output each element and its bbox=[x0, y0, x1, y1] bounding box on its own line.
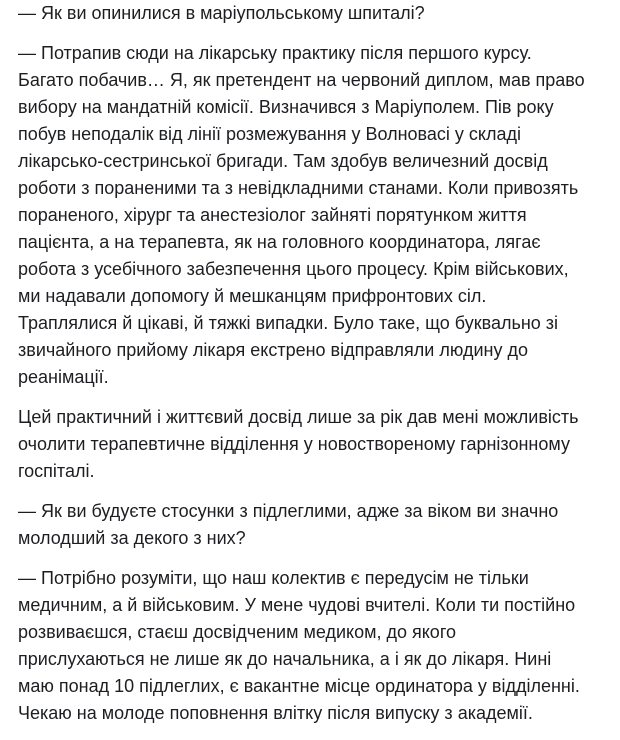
text-line: звичайного прийому лікаря екстрено відправляли людину до bbox=[18, 340, 528, 360]
text-line: Цей практичний і життєвий досвід лише за рік дав мені можливість bbox=[18, 407, 579, 427]
article-text bbox=[18, 0, 618, 740]
text-line: лікарсько-сестринської бригади. Там здобув величезний досвід bbox=[18, 151, 548, 171]
text-line: медичним, а й військовим. У мене чудові вчителі. Коли ти постійно bbox=[18, 595, 576, 615]
text-line: роботи з пораненими та з невідкладними станами. Коли привозять bbox=[18, 178, 579, 198]
text-line: — Потрібно розуміти, що наш колектив є передусім не тільки bbox=[18, 568, 529, 588]
text-line: очолити терапевтичне відділення у новоствореному гарнізонному bbox=[18, 434, 570, 454]
answer-paragraph bbox=[18, 40, 618, 391]
answer-paragraph bbox=[18, 565, 618, 727]
text-line: прислухаються не лише як до начальника, а і як до лікаря. Нині bbox=[18, 649, 552, 669]
question-paragraph bbox=[18, 498, 618, 552]
body-paragraph bbox=[18, 404, 618, 485]
text-line: робота з усебічного забезпечення цього процесу. Крім військових, bbox=[18, 259, 569, 279]
text-line: вибору на мандатній комісії. Визначився з Маріуполем. Пів року bbox=[18, 97, 554, 117]
text-line: Траплялися й цікаві, й тяжкі випадки. Було таке, що буквально зі bbox=[18, 313, 559, 333]
text-line: побув неподалік від лінії розмежування у Волновасі у складі bbox=[18, 124, 521, 144]
text-line: — Як ви будуєте стосунки з підлеглими, адже за віком ви значно bbox=[18, 501, 559, 521]
text-line: молодший за декого з них? bbox=[18, 528, 246, 548]
text-line: ми надавали допомогу й мешканцям прифронтових сіл. bbox=[18, 286, 487, 306]
text-line: — Потрапив сюди на лікарську практику після першого курсу. bbox=[18, 43, 532, 63]
text-line: розвиваєшся, стаєш досвідченим медиком, до якого bbox=[18, 622, 456, 642]
text-line: пораненого, хірург та анестезіолог зайняті порятунком життя bbox=[18, 205, 527, 225]
text-line: Багато побачив… Я, як претендент на червоний диплом, мав право bbox=[18, 70, 585, 90]
text-line: Чекаю на молоде поповнення влітку після випуску з академії. bbox=[18, 703, 533, 723]
text-line: пацієнта, а на терапевта, як на головного координатора, лягає bbox=[18, 232, 541, 252]
text-line: госпіталі. bbox=[18, 461, 95, 481]
text-line: реанімації. bbox=[18, 367, 109, 387]
text-line: — Як ви опинилися в маріупольському шпиталі? bbox=[18, 3, 425, 23]
question-paragraph bbox=[18, 0, 618, 27]
text-line: маю понад 10 підлеглих, є вакантне місце ординатора у відділенні. bbox=[18, 676, 580, 696]
